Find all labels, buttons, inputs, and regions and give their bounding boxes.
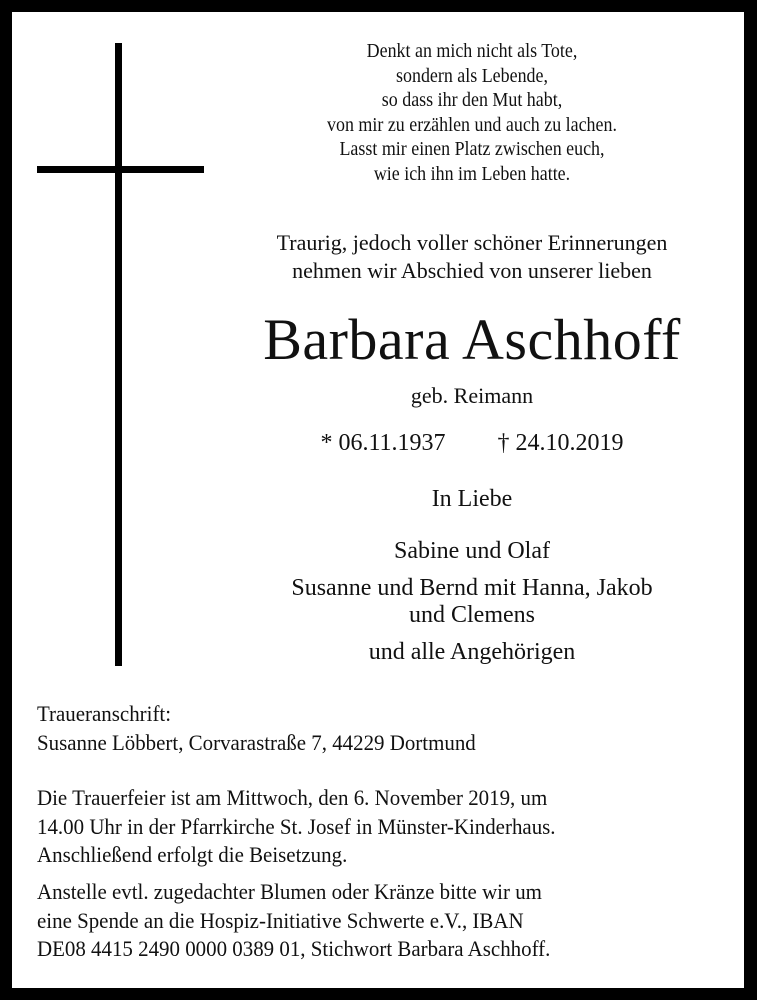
donation-line: eine Spende an die Hospiz-Initiative Schwerte e.V., IBAN [37,907,524,933]
poem-line: von mir zu erzählen und auch zu lachen. [327,114,617,136]
poem-line: Lasst mir einen Platz zwischen euch, [339,139,605,161]
family-list [202,538,742,666]
ceremony-info [37,784,729,870]
maiden-name: geb. Reimann [410,383,534,408]
ceremony-line: Die Trauerfeier ist am Mittwoch, den 6. November 2019, um [37,785,548,810]
address-label: Traueranschrift: [37,701,172,726]
poem-line: Denkt an mich nicht als Tote, [366,41,578,62]
life-dates [202,428,742,458]
cross-horizontal-bar [37,166,204,173]
donation-info [37,878,729,964]
obituary-card [12,12,744,988]
poem-line: so dass ihr den Mut habt, [381,90,563,112]
deceased-name: Barbara Aschhoff [263,307,681,372]
donation-line: Anstelle evtl. zugedachter Blumen oder Kränze bitte wir um [37,879,542,904]
cross-vertical-bar [115,43,122,666]
condolence-address [37,700,729,757]
intro-text [202,229,742,285]
death-date: † 24.10.2019 [497,430,624,456]
intro-line: nehmen wir Abschied von unserer lieben [292,258,652,283]
family-line: und alle Angehörigen [368,639,576,665]
intro-line: Traurig, jedoch voller schöner Erinnerungen [276,230,668,255]
family-line: Sabine und Olaf [394,538,550,564]
poem-line: wie ich ihn im Leben hatte. [373,163,571,185]
poem-line: sondern als Lebende, [396,65,548,87]
poem [224,40,721,188]
family-line: und Clemens [409,602,535,628]
ceremony-line: Anschließend erfolgt die Beisetzung. [37,842,348,867]
donation-line: DE08 4415 2490 0000 0389 01, Stichwort Barbara Aschhoff. [37,936,551,961]
address-value: Susanne Löbbert, Corvarastraße 7, 44229 Dortmund [37,729,476,755]
family-line: Susanne und Bernd mit Hanna, Jakob [291,575,653,601]
closing-phrase: In Liebe [431,486,513,512]
ceremony-line: 14.00 Uhr in der Pfarrkirche St. Josef in Münster-Kinderhaus. [37,813,556,839]
birth-date: * 06.11.1937 [320,430,446,456]
